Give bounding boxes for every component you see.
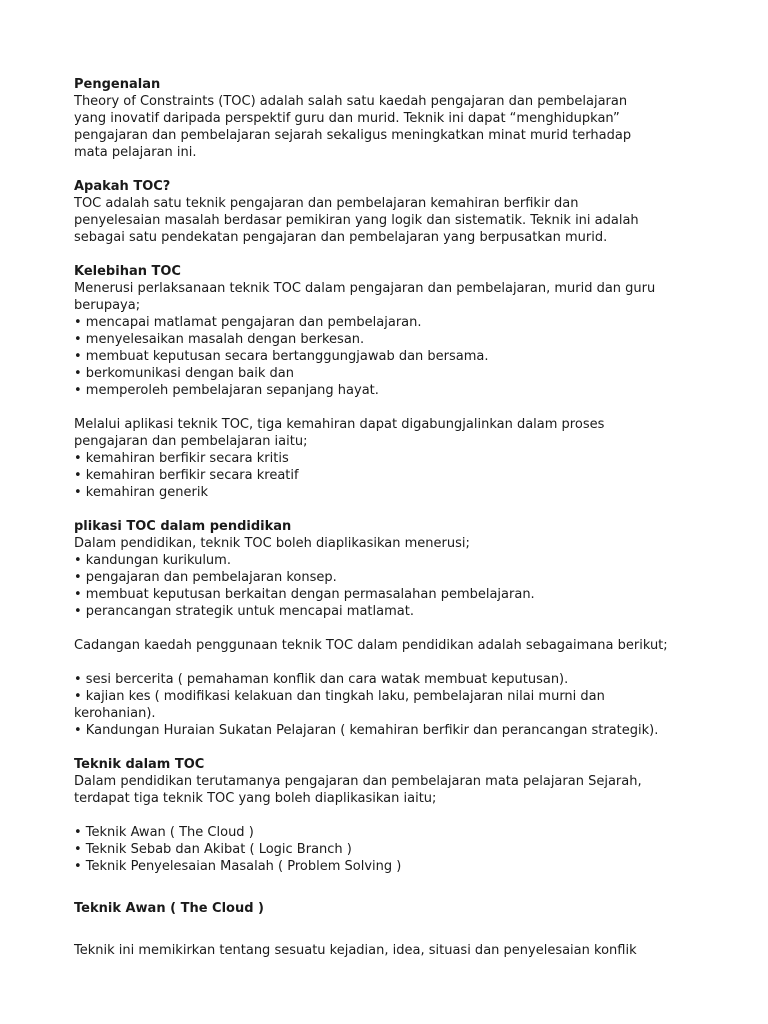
bullet-item: • membuat keputusan secara bertanggungjawab dan bersama. xyxy=(74,349,489,364)
bullet-item: • kemahiran generik xyxy=(74,485,208,500)
paragraph-line: berupaya; xyxy=(74,298,141,313)
bullet-item: • berkomunikasi dengan baik dan xyxy=(74,366,294,381)
bullet-item: • pengajaran dan pembelajaran konsep. xyxy=(74,570,337,585)
paragraph-line: pengajaran dan pembelajaran sejarah sekaligus meningkatkan minat murid terhadap xyxy=(74,128,632,143)
paragraph-line: Cadangan kaedah penggunaan teknik TOC dalam pendidikan adalah sebagaimana berikut; xyxy=(74,638,668,653)
bullet-item-continuation: kerohanian). xyxy=(74,706,156,721)
bullet-item: • memperoleh pembelajaran sepanjang hayat. xyxy=(74,383,379,398)
bullet-item: • kemahiran berfikir secara kreatif xyxy=(74,468,299,483)
paragraph-line: sebagai satu pendekatan pengajaran dan pembelajaran yang berpusatkan murid. xyxy=(74,230,608,245)
paragraph-line: pengajaran dan pembelajaran iaitu; xyxy=(74,434,308,449)
section-heading-kelebihan-toc: Kelebihan TOC xyxy=(74,264,181,279)
paragraph-line: Dalam pendidikan, teknik TOC boleh diaplikasikan menerusi; xyxy=(74,536,470,551)
bullet-item: • perancangan strategik untuk mencapai matlamat. xyxy=(74,604,414,619)
bullet-item: • mencapai matlamat pengajaran dan pembelajaran. xyxy=(74,315,422,330)
paragraph-line: Menerusi perlaksanaan teknik TOC dalam pengajaran dan pembelajaran, murid dan guru xyxy=(74,281,656,296)
bullet-item: • kajian kes ( modifikasi kelakuan dan tingkah laku, pembelajaran nilai murni dan xyxy=(74,689,605,704)
document-page xyxy=(74,76,714,959)
bullet-item: • kemahiran berfikir secara kritis xyxy=(74,451,289,466)
paragraph-line: Theory of Constraints (TOC) adalah salah satu kaedah pengajaran dan pembelajaran xyxy=(74,94,628,109)
bullet-item: • Teknik Penyelesaian Masalah ( Problem Solving ) xyxy=(74,859,402,874)
bullet-item: • kandungan kurikulum. xyxy=(74,553,231,568)
paragraph-line: Teknik ini memikirkan tentang sesuatu kejadian, idea, situasi dan penyelesaian konflik xyxy=(74,943,637,958)
paragraph-line: penyelesaian masalah berdasar pemikiran yang logik dan sistematik. Teknik ini adalah xyxy=(74,213,639,228)
bullet-item: • Kandungan Huraian Sukatan Pelajaran ( kemahiran berfikir dan perancangan strategik). xyxy=(74,723,659,738)
paragraph-line: mata pelajaran ini. xyxy=(74,145,197,160)
section-heading-aplikasi-toc: plikasi TOC dalam pendidikan xyxy=(74,519,292,534)
bullet-item: • Teknik Sebab dan Akibat ( Logic Branch ) xyxy=(74,842,352,857)
section-heading-apakah-toc: Apakah TOC? xyxy=(74,179,171,194)
bullet-item: • Teknik Awan ( The Cloud ) xyxy=(74,825,254,840)
bullet-item: • sesi bercerita ( pemahaman konflik dan cara watak membuat keputusan). xyxy=(74,672,569,687)
section-heading-teknik-dalam-toc: Teknik dalam TOC xyxy=(74,757,205,772)
section-heading-teknik-awan: Teknik Awan ( The Cloud ) xyxy=(74,901,264,916)
paragraph-line: TOC adalah satu teknik pengajaran dan pembelajaran kemahiran berfikir dan xyxy=(74,196,579,211)
paragraph-line: terdapat tiga teknik TOC yang boleh diaplikasikan iaitu; xyxy=(74,791,437,806)
paragraph-line: Dalam pendidikan terutamanya pengajaran dan pembelajaran mata pelajaran Sejarah, xyxy=(74,774,642,789)
section-heading-pengenalan: Pengenalan xyxy=(74,77,161,92)
bullet-item: • menyelesaikan masalah dengan berkesan. xyxy=(74,332,365,347)
paragraph-line: Melalui aplikasi teknik TOC, tiga kemahiran dapat digabungjalinkan dalam proses xyxy=(74,417,605,432)
paragraph-line: yang inovatif daripada perspektif guru dan murid. Teknik ini dapat “menghidupkan” xyxy=(74,111,620,126)
bullet-item: • membuat keputusan berkaitan dengan permasalahan pembelajaran. xyxy=(74,587,535,602)
